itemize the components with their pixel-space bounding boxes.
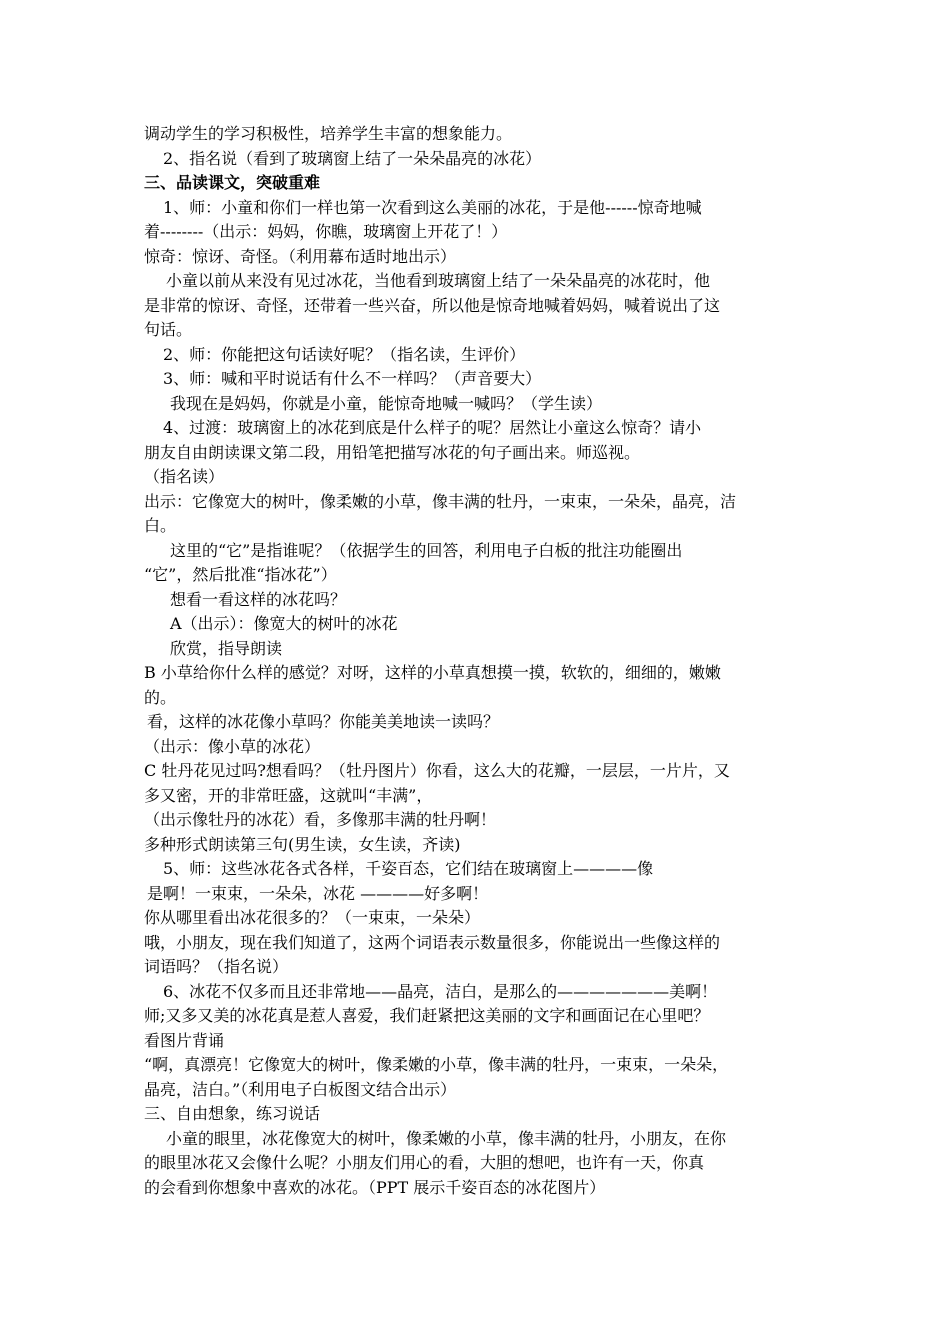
text-line: 4、过渡：玻璃窗上的冰花到底是什么样子的呢？居然让小童这么惊奇？请小 [163,418,702,437]
text-line: 多又密，开的非常旺盛，这就叫“丰满”， [144,785,433,805]
text-line: 看，这样的冰花像小草吗？你能美美地读一读吗？ [147,712,500,731]
text-line: 小童以前从来没有见过冰花，当他看到玻璃窗上结了一朵朵晶亮的冰花时，他 [166,271,711,290]
text-line: 5、师：这些冰花各式各样，千姿百态，它们结在玻璃窗上————像 [163,859,654,878]
text-line: “啊，真漂亮！它像宽大的树叶，像柔嫩的小草，像丰满的牡丹，一束束，一朵朵， [144,1055,729,1074]
text-line: 1、师：小童和你们一样也第一次看到这么美丽的冰花，于是他------惊奇地喊 [163,197,702,217]
text-line: 2、指名说（看到了玻璃窗上结了一朵朵晶亮的冰花） [163,148,542,168]
text-line: （指名读） [144,467,225,486]
text-line: 调动学生的学习积极性，培养学生丰富的想象能力。 [144,124,513,143]
text-line: 小童的眼里，冰花像宽大的树叶，像柔嫩的小草，像丰满的牡丹，小朋友，在你 [166,1128,727,1148]
text-line: A（出示）：像宽大的树叶的冰花 [170,614,398,633]
text-line: 这里的“它”是指谁呢？（依据学生的回答，利用电子白板的批注功能圈出 [170,540,683,560]
text-line: 出示：它像宽大的树叶，像柔嫩的小草，像丰满的牡丹，一束束，一朵朵，晶亮，洁 [144,491,737,511]
text-line: 白。 [144,516,177,535]
text-line: 多种形式朗读第三句(男生读，女生读，齐读) [144,834,461,854]
text-line: 2、师：你能把这句话读好呢？（指名读，生评价） [163,344,526,364]
text-line: 哦，小朋友，现在我们知道了，这两个词语表示数量很多，你能说出一些像这样的 [144,932,721,952]
text-line: 是非常的惊讶、奇怪，还带着一些兴奋，所以他是惊奇地喊着妈妈，喊着说出了这 [144,295,721,315]
text-line: 的。 [144,687,177,707]
text-line: 是啊！一束束，一朵朵，冰花 ————好多啊！ [147,883,489,903]
document-page [144,122,824,1200]
text-line: 我现在是妈妈，你就是小童，能惊奇地喊一喊吗？（学生读） [170,393,603,413]
text-line: 你从哪里看出冰花很多的？（一束束，一朵朵） [144,908,481,927]
text-line: 看图片背诵 [144,1030,225,1050]
text-line: C 牡丹花见过吗?想看吗？（牡丹图片）你看，这么大的花瓣，一层层，一片片，又 [144,761,730,780]
text-line: 师;又多又美的冰花真是惹人喜爱，我们赶紧把这美丽的文字和画面记在心里吧？ [144,1006,710,1025]
text-line: 晶亮，洁白。”（利用电子白板图文结合出示） [144,1079,457,1099]
text-line: 的眼里冰花又会像什么呢？小朋友们用心的看，大胆的想吧，也许有一天，你真 [144,1153,705,1172]
text-line: 句话。 [144,320,193,339]
text-line: 6、冰花不仅多而且还非常地——晶亮，洁白，是那么的———————美啊！ [163,981,718,1001]
text-line: B 小草给你什么样的感觉？对呀，这样的小草真想摸一摸，软软的，细细的，嫩嫩 [144,663,721,682]
text-line: “它”，然后批准“指冰花”） [144,565,337,584]
text-line: 欣赏，指导朗读 [170,638,283,658]
text-line: （出示：像小草的冰花） [144,736,321,756]
text-line: 3、师：喊和平时说话有什么不一样吗？（声音要大） [163,369,542,388]
text-line: 惊奇：惊讶、奇怪。（利用幕布适时地出示） [144,246,457,266]
text-line: 的会看到你想象中喜欢的冰花。（PPT 展示千姿百态的冰花图片） [144,1177,606,1197]
section-heading: 三、品读课文，突破重难 [144,173,321,192]
text-line: 想看一看这样的冰花吗？ [170,589,347,609]
text-line: 朋友自由朗读课文第二段，用铅笔把描写冰花的句子画出来。师巡视。 [144,442,641,462]
section-heading: 三、自由想象，练习说话 [144,1104,321,1123]
text-line: 词语吗？（指名说） [144,957,289,976]
text-line: 着--------（出示：妈妈，你瞧，玻璃窗上开花了！） [144,222,508,241]
text-line: （出示像牡丹的冰花）看，多像那丰满的牡丹啊！ [144,810,497,829]
